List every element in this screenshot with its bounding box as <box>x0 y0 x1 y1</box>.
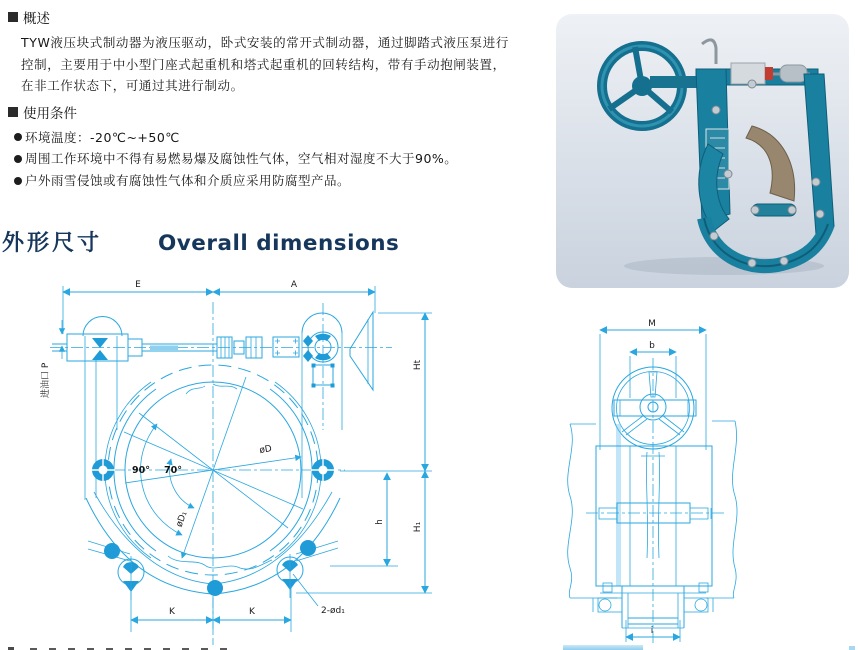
dim-label-A: A <box>290 280 298 290</box>
dim-label-Ht: Ht <box>413 359 423 371</box>
black-square-bullet-icon <box>8 107 18 117</box>
condition-item <box>14 170 518 192</box>
dim-label-H1: H₁ <box>413 521 423 533</box>
anchor-bolts <box>104 540 316 600</box>
dim-label-K-left: K <box>169 607 175 617</box>
intro-section <box>8 4 518 192</box>
product-photo <box>556 14 849 288</box>
cropped-next-section <box>563 645 643 650</box>
section-heading <box>2 226 399 257</box>
overview-line: 在非工作状态下，可通过其进行制动。 <box>21 78 244 93</box>
condition-text: 户外雨雪侵蚀或有腐蚀性气体和介质应采用防腐型产品。 <box>25 173 351 189</box>
condition-item <box>14 148 518 170</box>
heading-en: Overall dimensions <box>158 231 400 256</box>
dim-label-h: h <box>375 519 385 525</box>
dim-label-E: E <box>135 280 141 290</box>
dim-label-M: M <box>648 319 656 329</box>
side-view-drawing <box>540 300 858 648</box>
condition-item <box>14 127 518 149</box>
black-dot-bullet-icon <box>14 133 22 141</box>
condition-text: 环境温度：-20℃~+50℃ <box>25 129 180 145</box>
cropped-next-section <box>849 646 855 650</box>
overview-line: 控制，主要用于中小型门座式起重机和塔式起重机的回转结构，带有手动抱闸装置， <box>21 56 506 72</box>
heading-zh: 外形尺寸 <box>2 231 103 256</box>
bottom-dimensions <box>131 574 345 632</box>
side-handwheel <box>612 367 696 449</box>
overview-paragraph <box>21 32 518 97</box>
angle-90-label: 90° <box>132 465 150 476</box>
condition-text: 周围工作环境中不得有易燃易爆及腐蚀性气体，空气相对湿度不大于90%。 <box>25 151 458 167</box>
overview-line: TYW液压块式制动器为液压驱动，卧式安装的常开式制动器，通过脚踏式液压泵进行 <box>21 35 509 50</box>
dim-label-b: b <box>649 341 655 351</box>
dim-label-i: i <box>650 626 654 636</box>
overview-title-row <box>8 7 518 27</box>
oil-port-label: 进油口 P <box>41 362 51 398</box>
diameter-D1-label: øD₁ <box>174 510 190 529</box>
diameter-D-label: øD <box>258 444 273 456</box>
bolt-holes-label: 2-ød₁ <box>321 606 345 616</box>
oil-port-callout <box>39 320 62 398</box>
black-dot-bullet-icon <box>14 155 22 163</box>
conditions-title-row <box>8 102 518 122</box>
dim-label-K-right: K <box>249 607 255 617</box>
overview-title: 概述 <box>23 11 50 27</box>
main-dimension-drawing <box>30 272 460 650</box>
black-square-bullet-icon <box>8 12 18 22</box>
top-dimension-lines <box>63 280 375 334</box>
angle-70-label: 70° <box>164 465 182 476</box>
black-dot-bullet-icon <box>14 177 22 185</box>
conditions-title: 使用条件 <box>23 105 77 122</box>
